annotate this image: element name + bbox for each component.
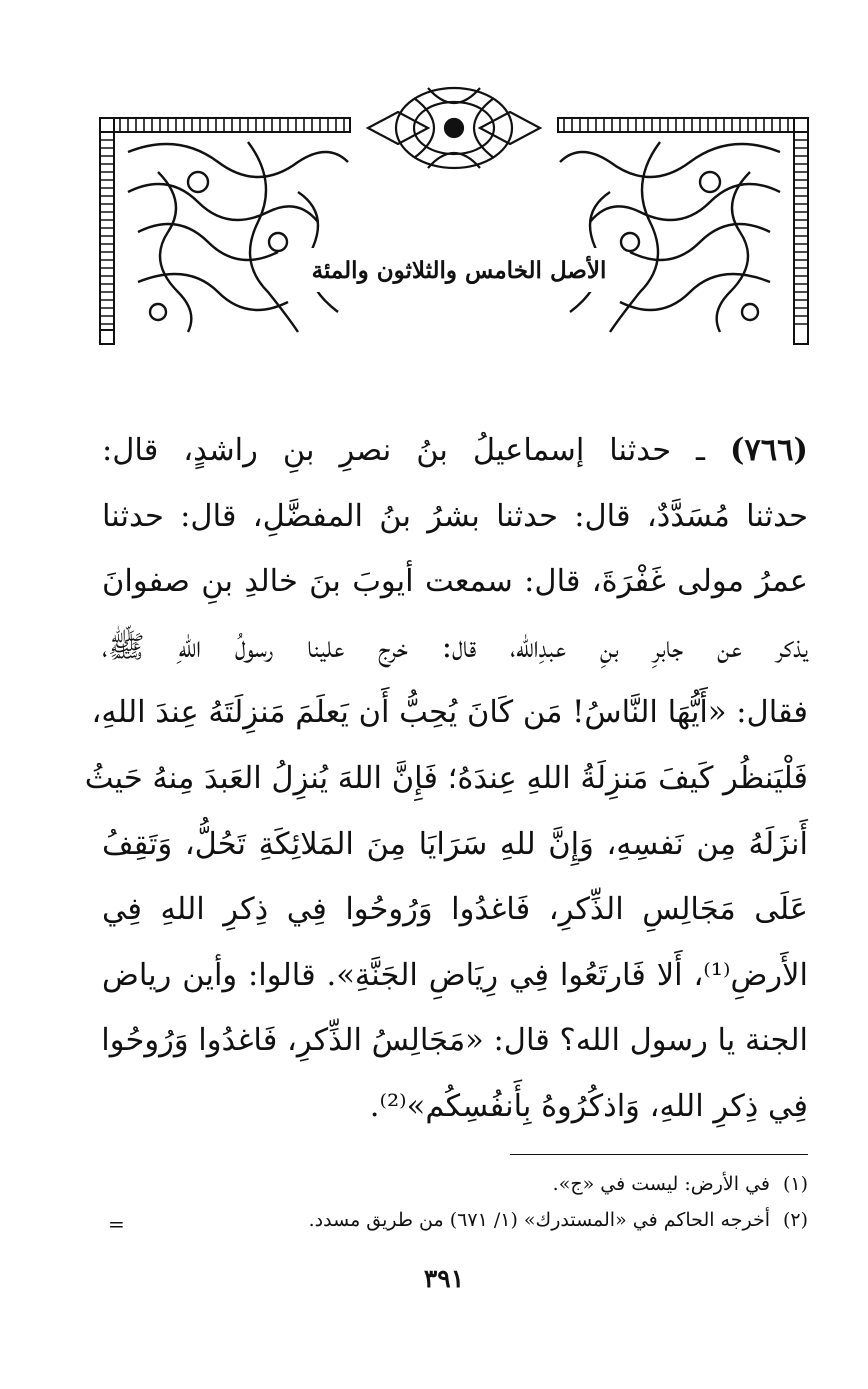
text-line: حدثنا مُسَدَّدٌ، قال: حدثنا بشرُ بنُ المفضَّلِ، قال: حدثنا <box>102 498 808 534</box>
text-line: عمرُ مولى غَفْرَةَ، قال: سمعت أيوبَ بنَ خالدِ بنِ صفوانَ <box>102 564 808 600</box>
page-number: ٣٩١ <box>423 1264 465 1293</box>
text-line: يذكر عن جابرِ بنِ عبدِالله، قال: خرج علينا رسولُ اللهِ ﷺ، <box>102 629 808 665</box>
text-line: (٧٦٦) ـ حدثنا إسماعيلُ بنُ نصرِ بنِ راشدٍ، قال: <box>102 432 808 468</box>
footnotes <box>120 1166 808 1238</box>
right-arabesque <box>560 142 780 332</box>
text-line: الأَرضِ⁽¹⁾، أَلا فَارتَعُوا فِي رِيَاضِ الجَنَّةِ». قالوا: وأين رياض <box>102 957 808 993</box>
text-line: فقال: «أَيُّهَا النَّاسُ! مَن كَانَ يُحِبُّ أَن يَعلَمَ مَنزِلَتَهُ عِندَ اللهِ، <box>91 695 808 731</box>
text-line: عَلَى مَجَالِسِ الذِّكرِ، فَاغدُوا وَرُوحُوا فِي ذِكرِ اللهِ فِي <box>102 892 808 928</box>
chapter-title: الأصل الخامس والثلاثون والمئة <box>300 248 618 292</box>
left-comb-border <box>100 118 350 344</box>
text-line: أَنزَلَهُ مِن نَفسِهِ، وَإِنَّ للهِ سَرَايَا مِنَ المَلائِكَةِ تَحُلُّ، وَتَقِفُ <box>102 826 808 862</box>
footnote <box>120 1202 808 1238</box>
left-arabesque <box>128 142 348 332</box>
hadith-text <box>84 418 808 1140</box>
footnote-separator <box>510 1154 808 1155</box>
footnote-number: (١) <box>782 1173 808 1195</box>
footnote-number: (٢) <box>782 1209 808 1231</box>
center-rosette <box>368 88 540 168</box>
text-line: فَلْيَنظُر كَيفَ مَنزِلَةُ اللهِ عِندَهُ؛ فَإِنَّ اللهَ يُنزِلُ العَبدَ مِنهُ حَيثُ <box>84 760 808 796</box>
chapter-header-ornament-frame <box>98 82 810 350</box>
text-line: فِي ذِكرِ اللهِ، وَاذكُرُوهُ بِأَنفُسِكُم»⁽²⁾. <box>369 1088 808 1124</box>
text-line: الجنة يا رسول الله؟ قال: «مَجَالِسُ الذِّكرِ، فَاغدُوا وَرُوحُوا <box>101 1023 808 1059</box>
continuation-mark: = <box>108 1212 125 1236</box>
footnote <box>120 1166 808 1202</box>
footnote-text: أخرجه الحاكم في «المستدرك» (١/ ٦٧١) من طريق مسدد. <box>308 1209 770 1231</box>
footnote-text: في الأرض: ليست في «ج». <box>552 1173 770 1195</box>
hadith-number: (٧٦٦) <box>729 432 808 468</box>
